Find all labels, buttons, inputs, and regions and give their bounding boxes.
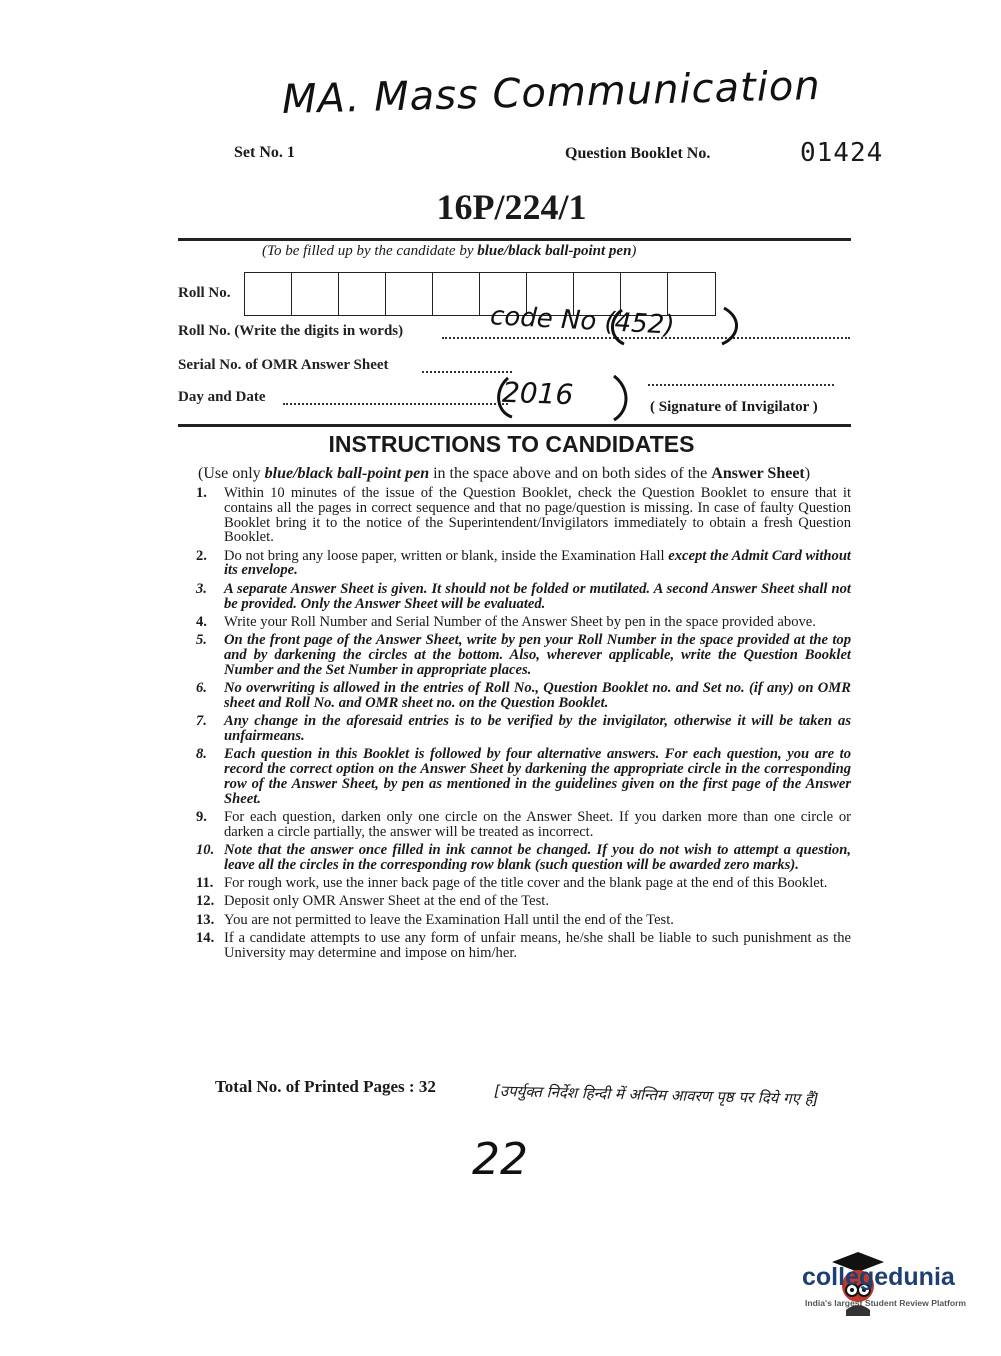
date-circle-scribble xyxy=(496,370,636,425)
instruction-item: 6. No overwriting is allowed in the entries of Roll No., Question Booklet no. and Set no. (if any) on OMR sheet and Roll No. and OMR sheet no. on the Question Booklet. xyxy=(196,680,851,711)
paper-code: 16P/224/1 xyxy=(436,187,587,227)
fill-note: (To be filled up by the candidate by blue/black ball-point pen) xyxy=(262,243,637,259)
invigilator-signature-label: ( Signature of Invigilator ) xyxy=(650,399,818,415)
roll-digit-box[interactable] xyxy=(386,273,433,315)
roll-digit-box[interactable] xyxy=(339,273,386,315)
set-number: Set No. 1 xyxy=(234,144,295,161)
brand-tagline: India's largest Student Review Platform xyxy=(805,1298,967,1308)
instruction-item: 3. A separate Answer Sheet is given. It should not be folded or mutilated. A second Answer Sheet shall not be provided. Only the Answer Sheet will be evaluated. xyxy=(196,580,851,612)
top-rule xyxy=(178,238,851,241)
day-date-field[interactable] xyxy=(283,403,508,405)
form-bottom-rule xyxy=(178,424,851,427)
instructions-note: (Use only blue/black ball-point pen in the space above and on both sides of the Answer Sheet) xyxy=(198,465,811,482)
instruction-item: 10. Note that the answer once filled in ink cannot be changed. If you do not wish to attempt a question, leave all the circles in the corresponding row blank (such question will be awarded zero marks). xyxy=(196,842,851,873)
roll-words-label: Roll No. (Write the digits in words) xyxy=(178,323,404,339)
instruction-item: 2. Do not bring any loose paper, written or blank, inside the Examination Hall except the Admit Card without its envelope. xyxy=(196,547,851,579)
instruction-item: 9. For each question, darken only one circle on the Answer Sheet. If you darken more than one circle or darken a circle partially, the answer will be treated as incorrect. xyxy=(196,808,851,840)
hindi-note: [उपर्युक्त निर्देश हिन्दी में अन्तिम आवरण पृष्ठ पर दिये गए हैं] xyxy=(493,1081,819,1109)
day-date-label: Day and Date xyxy=(178,389,266,405)
instructions-list xyxy=(196,486,851,964)
code-circle-scribble xyxy=(600,300,750,350)
instruction-item: 8. Each question in this Booklet is followed by four alternative answers. For each question, you are to record the correct option on the Answer Sheet by darkening the appropriate circle in the corresponding row of the Answer Sheet, by pen as mentioned in the guidelines given on the first page of the Answer Sheet. xyxy=(196,746,851,807)
handwritten-number: 22 xyxy=(472,1134,528,1185)
booklet-number-label: Question Booklet No. xyxy=(565,145,711,162)
omr-serial-label: Serial No. of OMR Answer Sheet xyxy=(178,357,389,373)
brand-name: collegedunia xyxy=(802,1263,955,1291)
roll-words-handwriting: code No (452) xyxy=(489,301,676,341)
instruction-item: 13. You are not permitted to leave the Examination Hall until the end of the Test. xyxy=(196,911,674,928)
instructions-heading: INSTRUCTIONS TO CANDIDATES xyxy=(328,431,695,457)
roll-digit-box[interactable] xyxy=(245,273,292,315)
invigilator-signature-field[interactable] xyxy=(648,384,834,386)
date-handwriting: 2016 xyxy=(501,375,574,412)
booklet-number: 01424 xyxy=(800,138,884,168)
instruction-item: 5. On the front page of the Answer Sheet, write by pen your Roll Number in the space provided at the top and by darkening the circles at the bottom. Also, wherever applicable, write the Question Booklet Number and the Set Number in appropriate places. xyxy=(196,632,851,678)
handwritten-title: MA. Mass Communication xyxy=(281,62,822,124)
total-pages: Total No. of Printed Pages : 32 xyxy=(215,1077,436,1096)
roll-digit-box[interactable] xyxy=(433,273,480,315)
instruction-item: 14. If a candidate attempts to use any form of unfair means, he/she shall be liable to such punishment as the University may determine and impose on him/her. xyxy=(196,930,851,961)
instruction-item: 12. Deposit only OMR Answer Sheet at the end of the Test. xyxy=(196,893,549,910)
instruction-item: 11. For rough work, use the inner back page of the title cover and the blank page at the end of this Booklet. xyxy=(196,875,828,892)
roll-no-label: Roll No. xyxy=(178,285,231,301)
instruction-item: 4. Write your Roll Number and Serial Number of the Answer Sheet by pen in the space provided above. xyxy=(196,613,816,630)
instruction-item: 7. Any change in the aforesaid entries is to be verified by the invigilator, otherwise it will be taken as unfairmeans. xyxy=(196,713,851,744)
instruction-item: 1. Within 10 minutes of the issue of the Question Booklet, check the Question Booklet to ensure that it contains all the pages in correct sequence and that no page/question is missing. In case of faulty Question Booklet bring it to the notice of the Superintendent/Invigilators immediately to obtain a fresh Question Booklet. xyxy=(196,485,851,546)
roll-digit-box[interactable] xyxy=(292,273,339,315)
